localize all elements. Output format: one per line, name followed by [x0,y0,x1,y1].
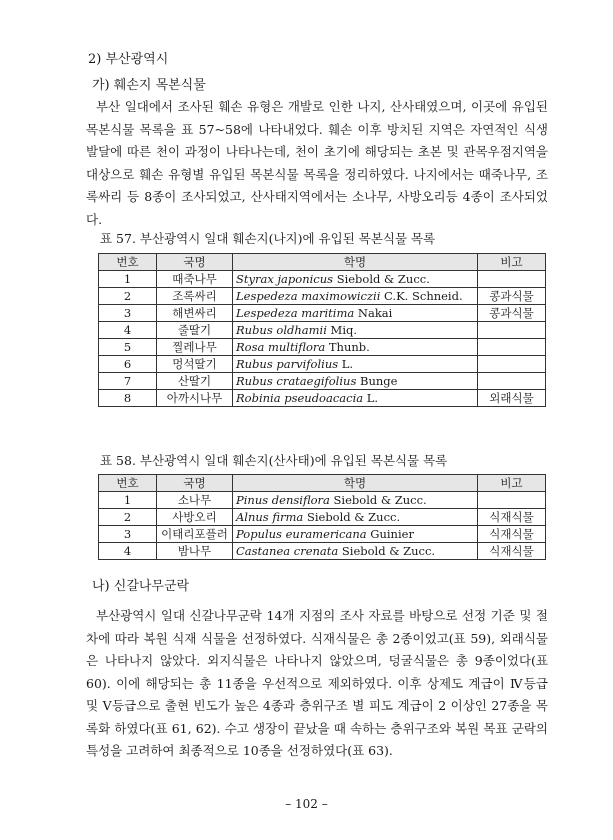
table58-body [99,492,546,560]
species-binomial: Rubus parvifolius [236,357,339,371]
table-row [99,390,546,407]
species-binomial: Rubus oldhamii [236,323,327,337]
species-binomial: Lespedeza maximowiczii [236,289,381,303]
table57-caption: 표 57. 부산광역시 일대 훼손지(나지)에 유입된 목본식물 목록 [100,231,436,246]
cell-no: 2 [99,288,157,305]
header-sciname: 학명 [233,254,478,271]
table-row [99,288,546,305]
cell-kname: 소나무 [157,492,233,509]
cell-note [478,271,546,288]
table57-body [99,271,546,407]
cell-sciname [233,356,478,373]
table-row [99,339,546,356]
cell-kname: 사방오리 [157,509,233,526]
cell-note: 외래식물 [478,390,546,407]
species-binomial: Rubus crataegifolius [236,374,357,388]
cell-note: 식재식물 [478,526,546,543]
species-author: L. [366,391,379,405]
subsection-heading-a: 가) 훼손지 목본식물 [92,78,206,93]
paragraph-selection: 부산광역시 일대 신갈나무군락 14개 지점의 조사 자료를 바탕으로 선정 기준 및 절차에 따라 복원 식재 식물을 선정하였다. 식재식물은 총 2종이었고(표 59), 외래식물은 나타나지 않았다. 외지식물은 나타나지 않았으며, 덩굴식물은 총 9종이었다(표 60). 이에 해당되는 총 11종을 우선적으로 제외하였다. 이후 상제도 계급이 Ⅳ등급 및 Ⅴ등급으로 출현 빈도가 높은 4종과 층위구조 별 피도 계급이 2 이상인 27종을 목록화 하였다(표 61, 62). 수고 생장이 끝났을 때 속하는 층위구조와 복원 목표 군락의 특성을 고려하여 최종적으로 10종을 선정하였다(표 63). [86,608,548,758]
species-binomial: Lespedeza maritima [236,306,355,320]
page-number: – 102 – [285,797,328,811]
species-binomial: Alnus firma [236,510,304,524]
header-no: 번호 [99,475,157,492]
cell-kname: 줄딸기 [157,322,233,339]
cell-no: 5 [99,339,157,356]
cell-no: 8 [99,390,157,407]
species-author: L. [341,357,354,371]
subsection-heading-b: 나) 신갈나무군락 [92,579,190,594]
cell-note [478,373,546,390]
species-author: Siebold & Zucc. [333,493,427,507]
table-row [99,356,546,373]
species-author: C.K. Schneid. [384,289,463,303]
cell-kname: 밤나무 [157,543,233,560]
table-row [99,492,546,509]
header-note: 비고 [478,475,546,492]
species-author: Siebold & Zucc. [306,510,401,524]
cell-kname: 때죽나무 [157,271,233,288]
species-author: Thunb. [328,340,370,354]
cell-note: 식재식물 [478,543,546,560]
cell-sciname [233,339,478,356]
table57 [98,253,546,407]
header-kname: 국명 [157,475,233,492]
table58 [98,474,546,560]
cell-no: 2 [99,509,157,526]
species-binomial: Castanea crenata [236,544,339,558]
cell-sciname [233,509,478,526]
cell-note [478,322,546,339]
header-note: 비고 [478,254,546,271]
cell-kname: 찔레나무 [157,339,233,356]
cell-kname: 해변싸리 [157,305,233,322]
cell-no: 4 [99,322,157,339]
header-kname: 국명 [157,254,233,271]
species-binomial: Populus euramericana [236,527,367,541]
species-author: Siebold & Zucc. [336,272,430,286]
cell-sciname [233,543,478,560]
cell-no: 4 [99,543,157,560]
cell-sciname [233,492,478,509]
cell-sciname [233,271,478,288]
cell-note: 콩과식물 [478,305,546,322]
species-binomial: Rosa multiflora [236,340,326,354]
table-row [99,271,546,288]
header-no: 번호 [99,254,157,271]
table-row [99,322,546,339]
table-header-row [99,475,546,492]
cell-no: 7 [99,373,157,390]
cell-no: 3 [99,305,157,322]
cell-kname: 이태리포플러 [157,526,233,543]
cell-note: 식재식물 [478,509,546,526]
table-row [99,373,546,390]
cell-no: 6 [99,356,157,373]
header-sciname: 학명 [233,475,478,492]
table-row [99,509,546,526]
cell-sciname [233,526,478,543]
section-heading: 2) 부산광역시 [88,52,169,67]
cell-note [478,356,546,373]
species-author: Miq. [330,323,358,337]
cell-note: 콩과식물 [478,288,546,305]
table58-caption: 표 58. 부산광역시 일대 훼손지(산사태)에 유입된 목본식물 목록 [100,453,448,468]
species-binomial: Styrax japonicus [236,272,334,286]
cell-no: 1 [99,492,157,509]
cell-no: 3 [99,526,157,543]
cell-sciname [233,288,478,305]
species-binomial: Robinia pseudoacacia [236,391,364,405]
table-header-row [99,254,546,271]
table-row [99,526,546,543]
cell-sciname [233,373,478,390]
cell-kname: 아까시나무 [157,390,233,407]
cell-no: 1 [99,271,157,288]
species-author: Siebold & Zucc. [341,544,436,558]
table-row [99,305,546,322]
species-author: Nakai [357,306,393,320]
paragraph-intro: 부산 일대에서 조사된 훼손 유형은 개발로 인한 나지, 산사태였으며, 이곳에 유입된 목본식물 목록을 표 57~58에 나타내었다. 훼손 이후 방치된 지역은 자연적인 식생 발달에 따른 천이 과정이 나타나는데, 천이 초기에 해당되는 초본 및 관목우점지역을 대상으로 훼손 유형별 유입된 목본식물 목록을 정리하였다. 나지에서는 때죽나무, 조록싸리 등 8종이 조사되었고, 산사태지역에서는 소나무, 사방오리등 4종이 조사되었다. [86,99,548,227]
cell-sciname [233,390,478,407]
cell-note [478,339,546,356]
cell-sciname [233,305,478,322]
species-binomial: Pinus densiflora [236,493,330,507]
cell-kname: 산딸기 [157,373,233,390]
cell-note [478,492,546,509]
cell-kname: 멍석딸기 [157,356,233,373]
table-row [99,543,546,560]
cell-kname: 조록싸리 [157,288,233,305]
species-author: Bunge [360,374,398,388]
cell-sciname [233,322,478,339]
species-author: Guinier [370,527,414,541]
